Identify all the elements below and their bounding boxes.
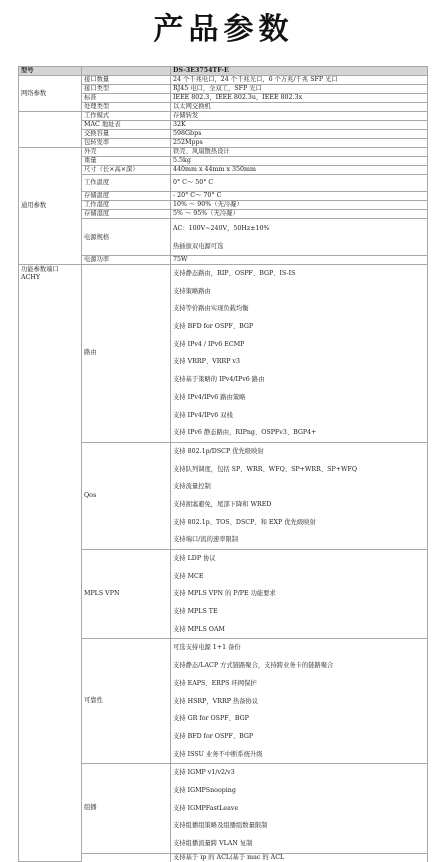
list-item: 支持 BFD for OSPF、BGP xyxy=(173,732,254,740)
table-header-row xyxy=(19,67,428,76)
list-item: 支持 IPv4 / IPv6 ECMP xyxy=(173,340,245,348)
category-features xyxy=(19,265,82,862)
list-item: 支持等价路由实现负载均衡 xyxy=(173,305,249,313)
category-features-line: ACHY xyxy=(21,274,41,281)
power-spec-line: AC：100V~240V，50Hz±10% xyxy=(173,224,270,232)
feature-group-name: 组播 xyxy=(82,764,171,853)
list-item: 支持 HSRP，VRRP 热备协议 xyxy=(173,697,259,705)
list-item: 支持 IGMPSnooping xyxy=(173,786,236,794)
feature-group-name: 路由 xyxy=(82,265,171,443)
param-key: 重量 xyxy=(82,157,171,166)
list-item: 支持静态路由，RIP、OSPF、BGP、IS-IS xyxy=(173,270,296,277)
param-key: 工作温度 xyxy=(82,175,171,192)
param-value: 5.5kg xyxy=(171,157,428,166)
param-value: 0° C～ 50° C xyxy=(171,175,428,192)
param-value: - 20° C～ 70° C xyxy=(171,192,428,201)
param-key: 接口数量 xyxy=(82,76,171,85)
category-empty xyxy=(19,112,82,148)
param-key: 电源功率 xyxy=(82,256,171,265)
list-item: 支持端口/流的速率限制 xyxy=(173,536,239,544)
list-item: 支持 MPLS VPN 的 P/PE 功能要求 xyxy=(173,590,276,598)
list-item: 支持基于 ip 的 ACL(基于 mac 的 ACL xyxy=(173,853,285,861)
page-title: 产品参数 xyxy=(153,12,294,47)
feature-list-qos xyxy=(171,442,428,549)
param-key: 标准 xyxy=(82,94,171,103)
table-row xyxy=(19,148,428,157)
model-label: 型号 xyxy=(19,67,82,76)
param-value: IEEE 802.3，IEEE 802.3u，IEEE 802.3x xyxy=(171,94,428,103)
list-item: 支持 IPv4/IPv6 路由策略 xyxy=(173,393,246,401)
param-key: 处理类型 xyxy=(82,103,171,112)
category-network: 网络参数 xyxy=(19,76,82,112)
list-item: 支持 MCE xyxy=(173,572,204,580)
feature-list-routing xyxy=(171,265,428,443)
feature-group-name: Qos xyxy=(82,442,171,549)
param-value: 440mm x 44mm x 350mm xyxy=(171,166,428,175)
table-row xyxy=(19,112,428,121)
list-item: 支持 802.1p、TOS、DSCP、和 EXP 优先级映射 xyxy=(173,518,316,526)
param-value: 以太网交换机 xyxy=(171,103,428,112)
feature-list-cutoff xyxy=(171,853,428,862)
param-value: 24 个千兆电口，24 个千兆光口，6 个万兆/千兆 SFP 光口 xyxy=(171,76,428,85)
header-empty xyxy=(82,67,171,76)
param-value: 5% ～ 95%（无冷凝） xyxy=(171,210,428,219)
list-item: 支持 ISSU 业务不中断系统升级 xyxy=(173,750,263,758)
list-item: 支持 LDP 协议 xyxy=(173,555,216,562)
param-key: 包转发率 xyxy=(82,139,171,148)
list-item: 支持策略路由 xyxy=(173,287,211,295)
model-value: DS-3E3754TF-E xyxy=(171,67,428,76)
power-spec-line: 热插拔双电源可选 xyxy=(173,242,224,250)
feature-list-reliability xyxy=(171,639,428,764)
param-key: 接口类型 xyxy=(82,85,171,94)
list-item: 可选支持电源 1+1 备份 xyxy=(173,644,241,652)
param-value: 32K xyxy=(171,121,428,130)
param-key: MAC 地址表 xyxy=(82,121,171,130)
category-general: 通用参数 xyxy=(19,148,82,265)
category-features-line: 功能参数端口 xyxy=(21,266,59,273)
param-key: 存储湿度 xyxy=(82,210,171,219)
list-item: 支持 IGMPFastLeave xyxy=(173,804,239,812)
list-item: 支持 GR for OSPF、BGP xyxy=(173,715,249,723)
param-key: 尺寸（长×高×深） xyxy=(82,166,171,175)
list-item: 支持 IPv6 静态路由，RIPng、OSPFv3、BGP4+ xyxy=(173,429,317,437)
param-value: 252Mpps xyxy=(171,139,428,148)
param-key: 电源规格 xyxy=(82,219,171,256)
list-item: 支持 VRRP、VRRP v3 xyxy=(173,358,240,366)
spec-table xyxy=(18,66,428,862)
table-row xyxy=(19,76,428,85)
list-item: 支持基于策略的 IPv4/IPv6 路由 xyxy=(173,376,265,384)
param-value: 存储转发 xyxy=(171,112,428,121)
param-key: 交换容量 xyxy=(82,130,171,139)
param-key: 外壳 xyxy=(82,148,171,157)
param-value: RJ45 电口，全双工，SFP 光口 xyxy=(171,85,428,94)
list-item: 支持拥塞避免，尾部下降和 WRED xyxy=(173,500,272,508)
param-key: 存储温度 xyxy=(82,192,171,201)
param-key: 工作模式 xyxy=(82,112,171,121)
param-key: 工作湿度 xyxy=(82,201,171,210)
param-value: 铁壳、风扇散热设计 xyxy=(171,148,428,157)
list-item: 支持 MPLS TE xyxy=(173,608,218,616)
feature-group-name-cutoff xyxy=(82,853,171,862)
table-row xyxy=(19,265,428,443)
param-value xyxy=(171,219,428,256)
list-item: 支持 EAPS、ERPS 环网保护 xyxy=(173,679,257,687)
list-item: 支持流量控制 xyxy=(173,483,211,491)
feature-group-name: 可靠性 xyxy=(82,639,171,764)
feature-list-multicast xyxy=(171,764,428,853)
param-value: 598Gbps xyxy=(171,130,428,139)
list-item: 支持 IPv4/IPv6 双栈 xyxy=(173,411,233,419)
feature-list-mpls xyxy=(171,550,428,639)
list-item: 支持 MPLS OAM xyxy=(173,625,225,633)
list-item: 支持组播流量跨 VLAN 复制 xyxy=(173,840,253,847)
feature-group-name: MPLS VPN xyxy=(82,550,171,639)
list-item: 支持静态/LACP 方式链路聚合，支持跨业务卡的链路聚合 xyxy=(173,662,334,670)
list-item: 支持 BFD for OSPF、BGP xyxy=(173,323,254,331)
list-item: 支持队列调度，包括 SP、WRR、WFQ、SP+WRR、SP+WFQ xyxy=(173,465,357,473)
param-value: 75W xyxy=(171,256,428,265)
list-item: 支持 IGMP v1/v2/v3 xyxy=(173,769,235,777)
list-item: 支持组播组策略及组播组数量限制 xyxy=(173,822,268,830)
param-value: 10% ～ 90%（无冷凝） xyxy=(171,201,428,210)
list-item: 支持 802.1p/DSCP 优先级映射 xyxy=(173,447,264,455)
